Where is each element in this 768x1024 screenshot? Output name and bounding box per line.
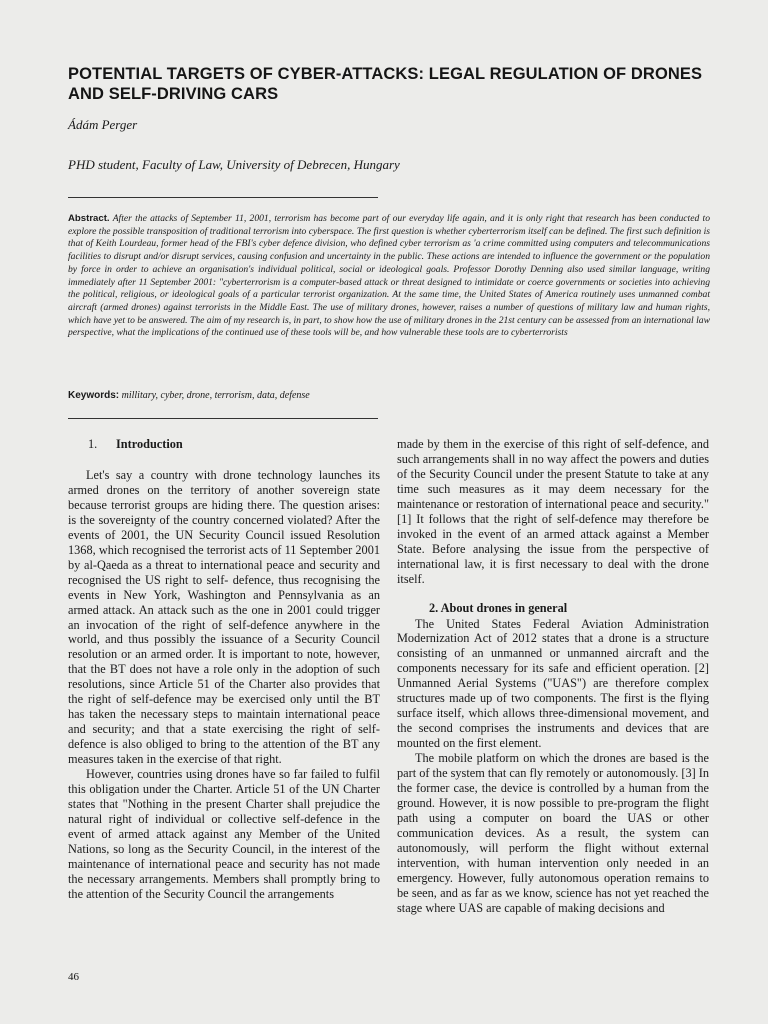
keywords — [68, 390, 710, 401]
section-title: Introduction — [116, 437, 183, 451]
abstract-label: Abstract. — [68, 213, 110, 224]
author-affiliation: PHD student, Faculty of Law, University of Debrecen, Hungary — [68, 157, 400, 172]
keywords-list: millitary, cyber, drone, terrorism, data, defense — [121, 390, 310, 401]
section-heading-introduction — [68, 437, 380, 452]
page-number: 46 — [68, 971, 79, 983]
paragraph: made by them in the exercise of this right of self-defence, and such arrangements shall in no way affect the powers and duties of the Security Council under the present Statute to take at any time such measures as it may deem necessary for the maintenance or restoration of international peace and security." [1] It follows that the right of self-defence may therefore be invoked in the event of an armed attack against a Member State. Before analysing the issue from the perspective of international law, it is first necessary to deal with the drone itself. — [397, 437, 709, 586]
divider-bottom — [68, 418, 378, 419]
keywords-label: Keywords: — [68, 390, 120, 401]
divider-top — [68, 197, 378, 198]
abstract-text: After the attacks of September 11, 2001, terrorism has become part of our everyday life again, and it is only right that research has been conducted to explore the possible transposition of traditional terrorism into cyberspace. The first question is whether cyberterrorism itself can be defined. The first such definition is that of Keith Lourdeau, former head of the FBI's cyber defence division, who defined cyber terrorism as 'a crime committed using computers and telecommunications facilities to disrupt and/or disrupt services, causing confusion and uncertainty in the public. These actions are intended to influence the government or the population by force in order to achieve an organisation's individual political, social or ideological goals. Professor Dorothy Denning also used similar language, writing immediately after 11 September 2001: "cyberterrorism is a computer-based attack or threat designed to intimidate or coerce governments or societies into achieving the political, religious, or ideological goals of a particular terrorist organization. At the same time, the United States of America routinely uses unmanned combat aircraft (armed drones) against terrorists in the Middle East. The use of military drones, however, raises a number of questions of military law and human rights, which have yet to be answered. The aim of my research is, in part, to show how the use of military drones in the 21st century can be assessed from an international law perspective, what the implications of the continued use of these tools will be, and how vulnerable these tools are to cyberterrorists — [68, 213, 710, 339]
right-column — [397, 437, 709, 916]
section-heading-drones: 2. About drones in general — [429, 600, 568, 615]
paragraph: However, countries using drones have so far failed to fulfil this obligation under the Charter. Article 51 of the UN Charter states that "Nothing in the present Charter shall prejudice the natural right of individual or collective self-defence in the event of armed attack against any Member of the United Nations, so long as the Security Council, in the interest of the maintenance of international peace and security has not made the necessary arrangements. Members shall promptly bring to the attention of the Security Council the arrangements — [68, 767, 380, 901]
paper-title: POTENTIAL TARGETS OF CYBER-ATTACKS: LEGAL REGULATION OF DRONES AND SELF-DRIVING CARS — [68, 65, 703, 103]
paragraph: The United States Federal Aviation Administration Modernization Act of 2012 states that a drone is a structure consisting of an unmanned or unmanned aircraft and the components necessary for its safe and efficient operation. [2] Unmanned Aerial Systems ("UAS") are therefore complex structures made up of two components. The first is the flying surface itself, which allows three-dimensional movement, and the second comprises the instruments and devices that are mounted on the first element. — [397, 616, 709, 751]
abstract — [68, 213, 710, 340]
author-name: Ádám Perger — [68, 117, 138, 132]
paragraph: The mobile platform on which the drones are based is the part of the system that can fly remotely or autonomously. [3] In the former case, the device is controlled by a human from the ground. However, it is now possible to pre-program the flight path using a computer on board the UAS or other communication devices. As a result, the system can autonomously, will perform the flight without external intervention, with human intervention only needed in an emergency. However, fully autonomous operation remains to be seen, and as far as we know, science has not yet reached the stage where UAS are capable of making decisions and — [397, 751, 710, 915]
left-column — [68, 437, 380, 902]
paragraph: Let's say a country with drone technology launches its armed drones on the territory of another sovereign state because terrorist groups are hiding there. The question arises: is the sovereignty of the country concerned violated? After the events of 2001, the UN Security Council issued Resolution 1368, which recognised the terrorist acts of 11 September 2001 by al-Qaeda as a threat to international peace and security and recognised the US right to self- defence, thus recognising the events in New York, Washington and Pennsylvania as an armed attack. An attack such as the one in 2001 could trigger an invocation of the right of self-defence anywhere in the world, and thus possibly the issuance of a Security Council resolution or an armed order. It is important to note, however, that the BT does not have a role only in the adoption of such resolutions, since Article 51 of the Charter also provides that the right of self-defence may be exercised only until the BT has taken the necessary steps to maintain international peace and security; and that a state exercising the right of self-defence is also obliged to bring to the attention of the BT any measures taken in the exercise of that right. — [68, 468, 380, 767]
section-number: 1. — [88, 437, 98, 451]
